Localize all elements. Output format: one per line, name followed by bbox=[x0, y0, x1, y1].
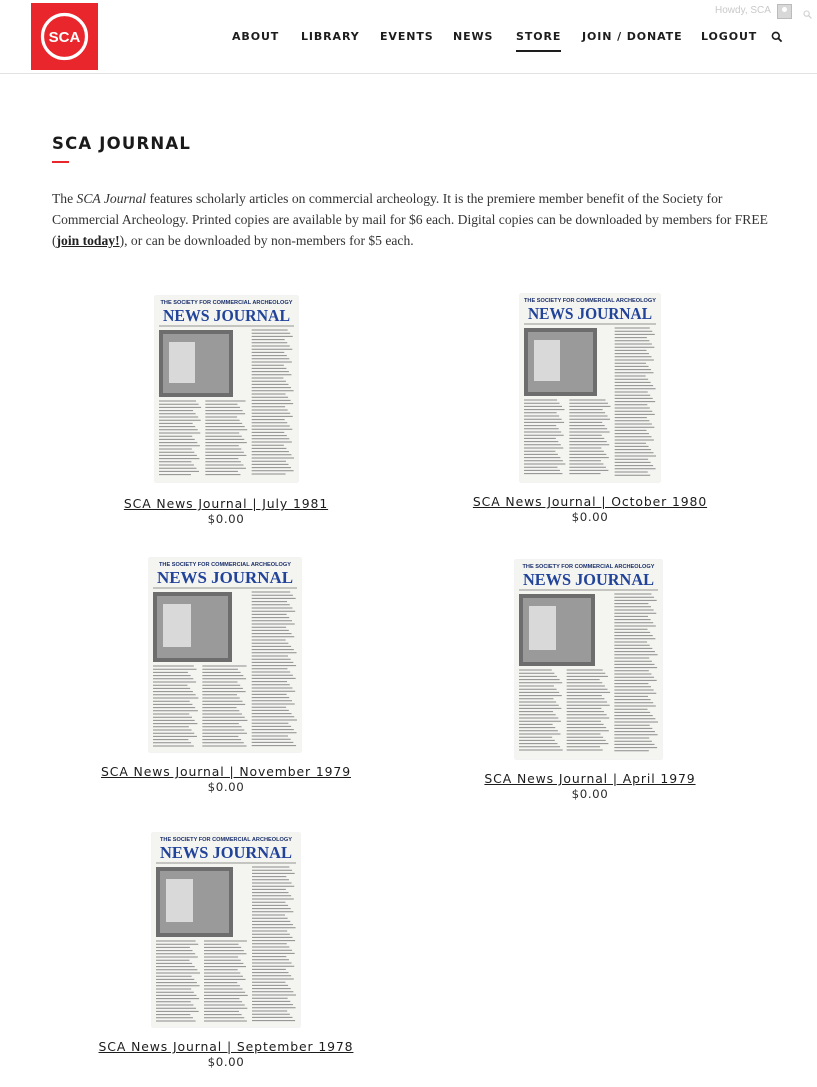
cover-masthead-small: THE SOCIETY FOR COMMERCIAL ARCHEOLOGY bbox=[160, 837, 292, 843]
user-avatar[interactable] bbox=[777, 4, 792, 19]
page-title: SCA JOURNAL bbox=[52, 134, 192, 153]
product-price: $0.00 bbox=[207, 512, 245, 526]
site-header bbox=[0, 0, 817, 74]
intro-text-3: ), or can be downloaded by non-members for $5 each. bbox=[119, 233, 414, 248]
nav-library[interactable]: LIBRARY bbox=[301, 30, 360, 43]
product-price: $0.00 bbox=[571, 510, 609, 524]
cover-masthead-small: THE SOCIETY FOR COMMERCIAL ARCHEOLOGY bbox=[159, 562, 291, 568]
product-title-link[interactable]: SCA News Journal | September 1978 bbox=[98, 1039, 354, 1054]
cover-masthead: NEWS JOURNAL bbox=[157, 568, 293, 587]
nav-about[interactable]: ABOUT bbox=[232, 30, 280, 43]
product-cover-image[interactable] bbox=[149, 558, 301, 752]
howdy-user-label[interactable]: Howdy, SCA bbox=[715, 5, 771, 16]
nav-logout[interactable]: LOGOUT bbox=[701, 30, 758, 43]
title-underline-accent bbox=[52, 161, 69, 163]
product-title-link[interactable]: SCA News Journal | April 1979 bbox=[484, 771, 696, 786]
product-cover-image[interactable] bbox=[515, 560, 662, 759]
admin-search-icon[interactable] bbox=[803, 6, 812, 15]
search-icon[interactable] bbox=[771, 30, 783, 42]
product-price: $0.00 bbox=[571, 787, 609, 801]
intro-paragraph bbox=[52, 188, 772, 251]
intro-text-1: The bbox=[52, 191, 77, 206]
nav-join-donate[interactable]: JOIN / DONATE bbox=[582, 30, 683, 43]
product-cover-image[interactable] bbox=[520, 294, 660, 482]
journal-name: SCA Journal bbox=[76, 191, 147, 206]
product-cover-image[interactable] bbox=[155, 296, 298, 482]
intro-text-2: features scholarly articles on commercial archeology. It is the premiere member benefit of the Society for Commercial Archeology. Printed copies are available by mail for $6 each. Digital copies can be downloaded by members for FREE ( bbox=[52, 191, 768, 248]
cover-masthead-small: THE SOCIETY FOR COMMERCIAL ARCHEOLOGY bbox=[522, 564, 655, 570]
product-title-link[interactable]: SCA News Journal | November 1979 bbox=[101, 764, 351, 779]
cover-masthead-small: THE SOCIETY FOR COMMERCIAL ARCHEOLOGY bbox=[524, 298, 656, 304]
sca-logo[interactable] bbox=[31, 3, 98, 70]
product-price: $0.00 bbox=[207, 1055, 245, 1069]
nav-store[interactable]: STORE bbox=[516, 30, 562, 43]
cover-masthead-small: THE SOCIETY FOR COMMERCIAL ARCHEOLOGY bbox=[160, 300, 293, 306]
product-price: $0.00 bbox=[207, 780, 245, 794]
nav-events[interactable]: EVENTS bbox=[380, 30, 434, 43]
join-today-link[interactable]: join today! bbox=[56, 233, 120, 248]
nav-news[interactable]: NEWS bbox=[453, 30, 494, 43]
logo-text: SCA bbox=[48, 29, 81, 46]
cover-masthead: NEWS JOURNAL bbox=[523, 570, 654, 589]
cover-masthead: NEWS JOURNAL bbox=[163, 306, 290, 325]
product-title-link[interactable]: SCA News Journal | October 1980 bbox=[472, 494, 708, 509]
product-cover-image[interactable] bbox=[152, 833, 300, 1027]
product-title-link[interactable]: SCA News Journal | July 1981 bbox=[123, 496, 329, 511]
cover-masthead: NEWS JOURNAL bbox=[160, 843, 292, 862]
cover-masthead: NEWS JOURNAL bbox=[528, 304, 652, 323]
